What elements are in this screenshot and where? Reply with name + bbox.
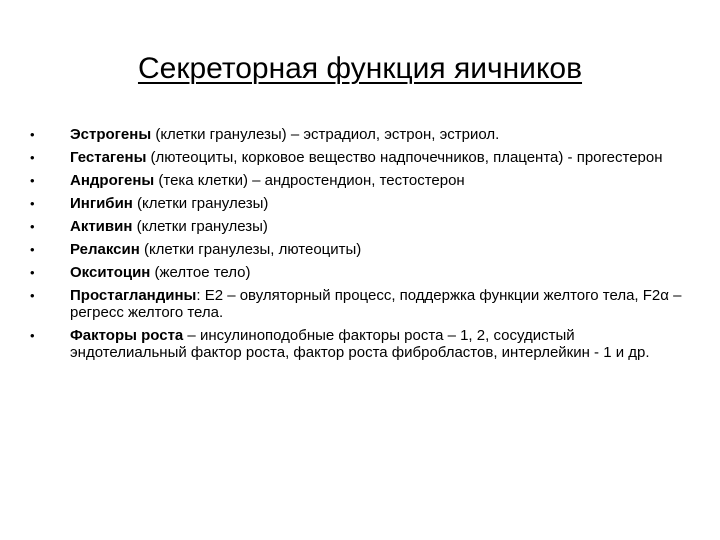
hormone-term: Андрогены: [70, 172, 155, 189]
bullet-icon: •: [30, 219, 35, 234]
bullet-icon: •: [30, 328, 35, 343]
list-item: [30, 149, 690, 166]
bullet-icon: •: [30, 173, 35, 188]
hormone-term: Гестагены: [70, 149, 147, 166]
bullet-icon: •: [30, 288, 35, 303]
list-item: [30, 126, 690, 143]
hormone-term: Релаксин: [70, 241, 140, 258]
hormone-term: Простагландины: [70, 287, 197, 304]
hormone-term: Окситоцин: [70, 264, 151, 281]
list-item: [30, 218, 690, 235]
bullet-icon: •: [30, 265, 35, 280]
hormone-term: Ингибин: [70, 195, 133, 212]
bullet-list: [30, 126, 690, 367]
hormone-description: (желтое тело): [150, 264, 251, 281]
hormone-description: (клетки гранулезы) – эстрадиол, эстрон, эстриол.: [151, 126, 500, 143]
bullet-icon: •: [30, 242, 35, 257]
slide-title: Секреторная функция яичников: [137, 52, 583, 85]
bullet-icon: •: [30, 196, 35, 211]
hormone-description: (клетки гранулезы, лютеоциты): [139, 241, 362, 258]
hormone-term: Эстрогены: [70, 126, 152, 143]
hormone-description: – инсулиноподобные факторы роста – 1, 2, сосудистый эндотелиальный фактор роста, фактор роста фибробластов, интерлейкин - 1 и др.: [70, 327, 650, 361]
hormone-description: (клетки гранулезы): [132, 218, 268, 235]
list-item: [30, 287, 690, 321]
hormone-description: (клетки гранулезы): [132, 195, 269, 212]
list-item: [30, 264, 690, 281]
hormone-term: Факторы роста: [70, 327, 184, 344]
hormone-term: Активин: [70, 218, 133, 235]
list-item: [30, 172, 690, 189]
bullet-icon: •: [30, 127, 35, 142]
list-item: [30, 241, 690, 258]
list-item: [30, 195, 690, 212]
bullet-icon: •: [30, 150, 35, 165]
hormone-description: (лютеоциты, корковое вещество надпочечников, плацента) - прогестерон: [146, 149, 663, 166]
list-item: [30, 327, 690, 361]
hormone-description: : E2 – овуляторный процесс, поддержка функции желтого тела, F2α – регресс желтого тела.: [70, 287, 682, 321]
hormone-description: (тека клетки) – андростендион, тестостерон: [154, 172, 465, 189]
